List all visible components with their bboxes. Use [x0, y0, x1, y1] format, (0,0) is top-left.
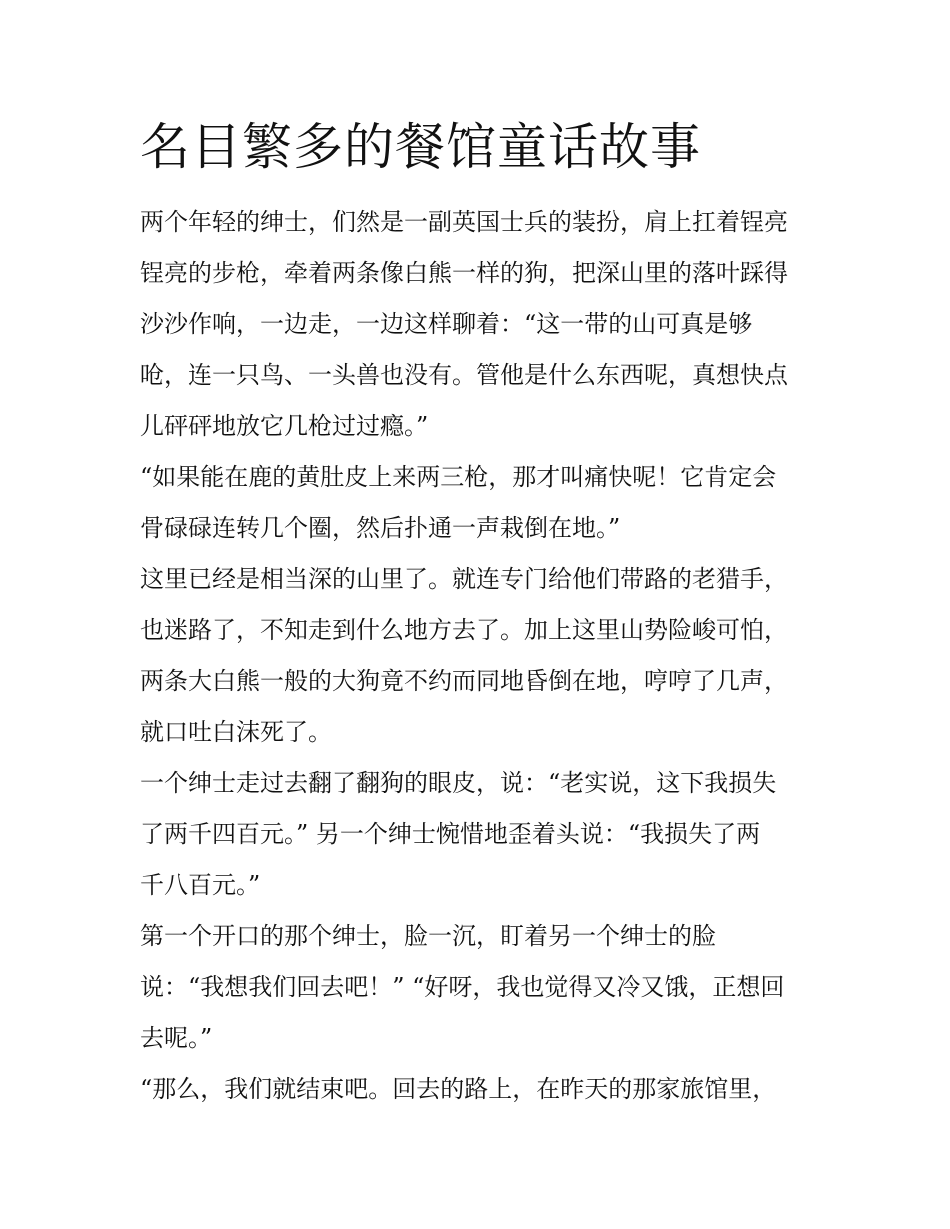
text-line: “如果能在鹿的黄肚皮上来两三枪，那才叫痛快呢！它肯定会 — [140, 463, 777, 491]
text-line: 也迷路了，不知走到什么地方去了。加上这里山势险峻可怕， — [140, 616, 788, 644]
text-line: 两个年轻的绅士，们然是一副英国士兵的装扮，肩上扛着锃亮 — [140, 208, 788, 236]
page-title: 名目繁多的餐馆童话故事 — [140, 118, 701, 176]
text-line: 千八百元。” — [140, 871, 261, 899]
text-line: 骨碌碌连转几个圈，然后扑通一声栽倒在地。” — [140, 514, 621, 542]
text-line: 就口吐白沫死了。 — [140, 718, 332, 746]
text-line: 去呢。” — [140, 1024, 213, 1052]
text-line: “那么，我们就结束吧。回去的路上，在昨天的那家旅馆里， — [140, 1075, 777, 1103]
text-line: 呛，连一只鸟、一头兽也没有。管他是什么东西呢，真想快点 — [140, 361, 788, 389]
text-line: 这里已经是相当深的山里了。就连专门给他们带路的老猎手， — [140, 565, 788, 593]
text-line: 儿砰砰地放它几枪过过瘾。” — [140, 412, 429, 440]
text-line: 说：“我想我们回去吧！” “好呀，我也觉得又冷又饿，正想回 — [140, 973, 785, 1001]
text-line: 第一个开口的那个绅士，脸一沉，盯着另一个绅士的脸 — [140, 922, 716, 950]
text-line: 两条大白熊一般的大狗竟不约而同地昏倒在地，哼哼了几声， — [140, 667, 788, 695]
text-line: 了两千四百元。” 另一个绅士惋惜地歪着头说：“我损失了两 — [140, 820, 761, 848]
text-line: 一个绅士走过去翻了翻狗的眼皮，说：“老实说，这下我损失 — [140, 769, 777, 797]
text-line: 沙沙作响，一边走，一边这样聊着：“这一带的山可真是够 — [140, 310, 753, 338]
text-line: 锃亮的步枪，牵着两条像白熊一样的狗，把深山里的落叶踩得 — [140, 259, 788, 287]
